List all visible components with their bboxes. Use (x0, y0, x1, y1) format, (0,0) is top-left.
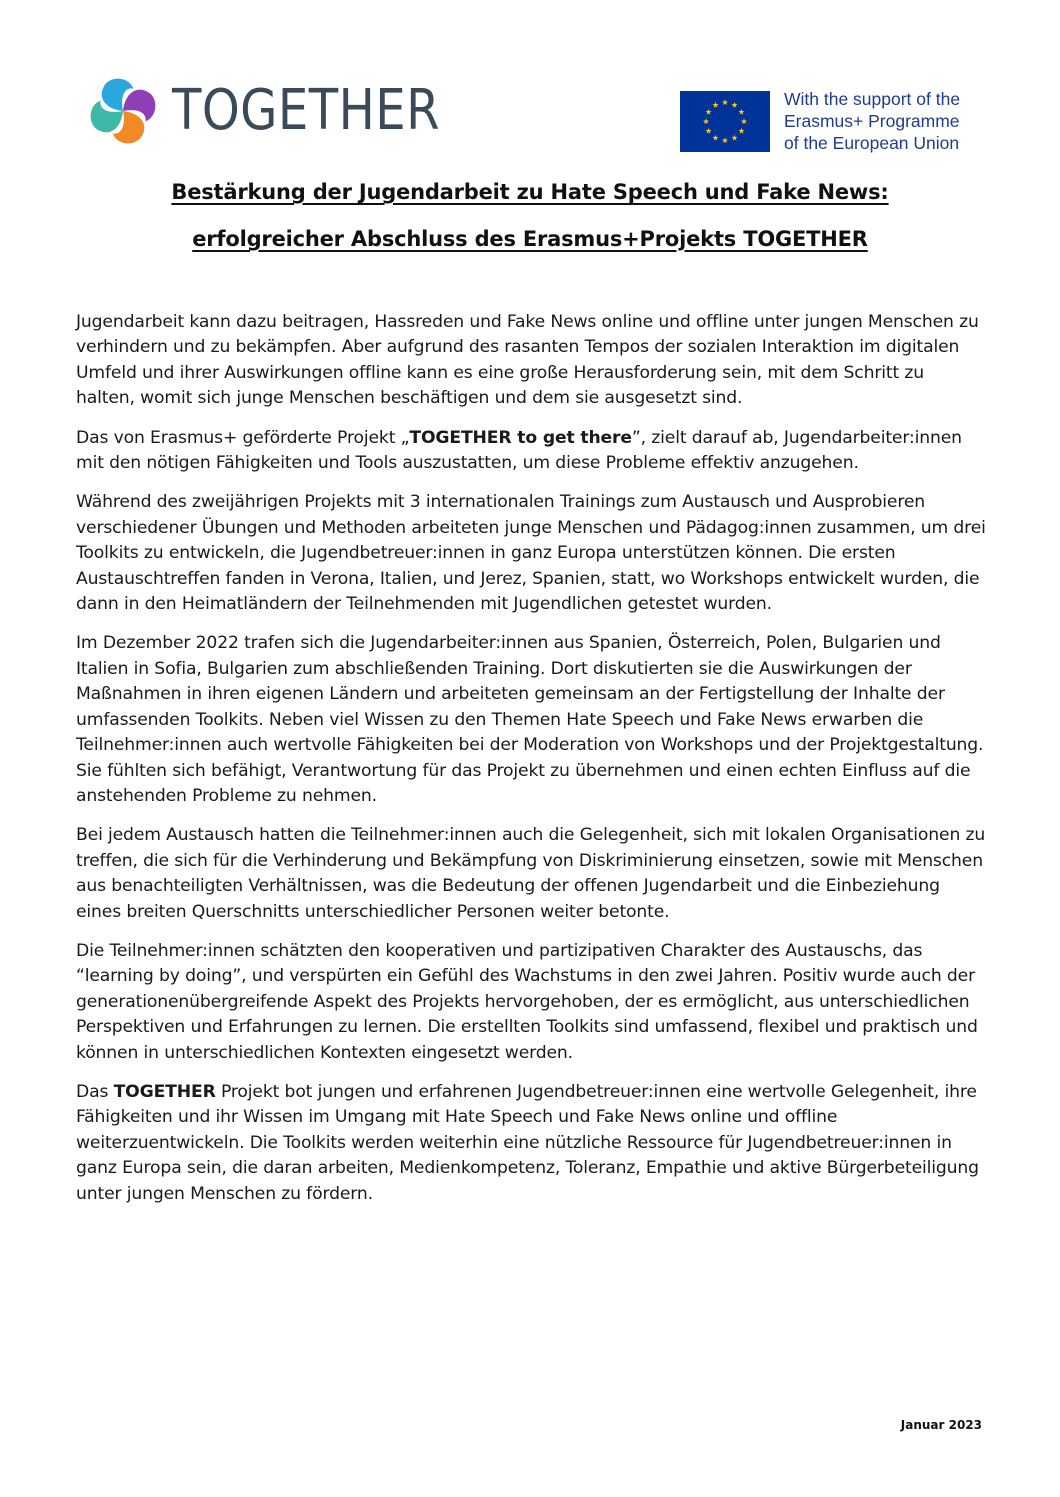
logo-wordmark: TOGETHER (172, 78, 441, 143)
document-title-line-2: erfolgreicher Abschluss des Erasmus+Projekts TOGETHER (192, 227, 868, 251)
document-body (76, 310, 986, 1221)
paragraph (76, 426, 986, 477)
paragraph-text: Das (76, 1081, 114, 1102)
paragraph-text: ”, zielt darauf ab, Jugendarbeiter:innen mit den nötigen Fähigkeiten und Tools auszustatten, um diese Probleme effektiv anzugehen. (76, 427, 962, 474)
paragraph: Im Dezember 2022 trafen sich die Jugendarbeiter:innen aus Spanien, Österreich, Polen, Bulgarien und Italien in Sofia, Bulgarien zum abschließenden Training. Dort diskutierten sie die Auswirkungen der Maßnahmen in ihren eigenen Ländern und arbeiteten gemeinsam an der Fertigstellung der Inhalte der umfassenden Toolkits. Neben viel Wissen zu den Themen Hate Speech und Fake News erwarben die Teilnehmer:innen auch wertvolle Fähigkeiten bei der Moderation von Workshops und der Projektgestaltung. Sie fühlten sich befähigt, Verantwortung für das Projekt zu übernehmen und einen echten Einfluss auf die anstehenden Probleme zu nehmen. (76, 633, 984, 806)
eu-support-block (680, 88, 960, 154)
eu-support-text (784, 88, 960, 154)
eu-flag-icon (680, 91, 770, 152)
paragraph (76, 1080, 986, 1207)
together-logo (80, 68, 484, 154)
eu-support-line: of the European Union (784, 133, 960, 153)
paragraph: Die Teilnehmer:innen schätzten den kooperativen und partizipativen Charakter des Austauschs, das “learning by doing”, und verspürten ein Gefühl des Wachstums in den zwei Jahren. Positiv wurde auch der generationenübergreifende Aspekt des Projekts hervorgehoben, der es ermöglicht, aus unterschiedlichen Perspektiven und Erfahrungen zu lernen. Die erstellten Toolkits sind umfassend, flexibel und praktisch und können in unterschiedlichen Kontexten eingesetzt werden. (76, 940, 978, 1063)
paragraph-text: Das von Erasmus+ geförderte Projekt „ (76, 427, 410, 448)
eu-support-line: With the support of the (784, 89, 961, 109)
paragraph: Jugendarbeit kann dazu beitragen, Hassreden und Fake News online und offline unter jungen Menschen zu verhindern und zu bekämpfen. Aber aufgrund des rasanten Tempos der sozialen Interaktion im digitalen Umfeld und ihrer Auswirkungen offline kann es eine große Herausforderung sein, mit dem Schritt zu halten, womit sich junge Menschen beschäftigen und dem sie ausgesetzt sind. (76, 312, 979, 409)
paragraph-text: Projekt bot jungen und erfahrenen Jugendbetreuer:innen eine wertvolle Gelegenheit, ihre Fähigkeiten und ihr Wissen im Umgang mit Hate Speech und Fake News online und offline weiterzuentwickeln. Die Toolkits werden weiterhin eine nützliche Ressource für Jugendbetreuer:innen in ganz Europa sein, die daran arbeiten, Medienkompetenz, Toleranz, Empathie und aktive Bürgerbeteiligung unter jungen Menschen zu fördern. (76, 1081, 979, 1204)
paragraph: Bei jedem Austausch hatten die Teilnehmer:innen auch die Gelegenheit, sich mit lokalen Organisationen zu treffen, die sich für die Verhinderung und Bekämpfung von Diskriminierung einsetzen, sowie mit Menschen aus benachteiligten Verhältnissen, was die Bedeutung der offenen Jugendarbeit und die Einbeziehung eines breiten Querschnitts unterschiedlicher Personen weiter betonte. (76, 825, 986, 922)
document-title-line-1: Bestärkung der Jugendarbeit zu Hate Speech und Fake News: (171, 180, 889, 204)
project-name-bold: TOGETHER (113, 1081, 216, 1102)
footer-date: Januar 2023 (900, 1418, 982, 1432)
eu-support-line: Erasmus+ Programme (784, 111, 960, 131)
project-name-bold: TOGETHER to get there (409, 427, 632, 448)
paragraph: Während des zweijährigen Projekts mit 3 internationalen Trainings zum Austausch und Ausprobieren verschiedener Übungen und Methoden arbeiteten junge Menschen und Pädagog:innen zusammen, um drei Toolkits zu entwickeln, die Jugendbetreuer:innen in ganz Europa unterstützen können. Die ersten Austauschtreffen fanden in Verona, Italien, und Jerez, Spanien, statt, wo Workshops entwickelt wurden, die dann in den Heimatländern der Teilnehmenden mit Jugendlichen getestet wurden. (76, 492, 986, 615)
together-logo-icon (80, 68, 166, 154)
